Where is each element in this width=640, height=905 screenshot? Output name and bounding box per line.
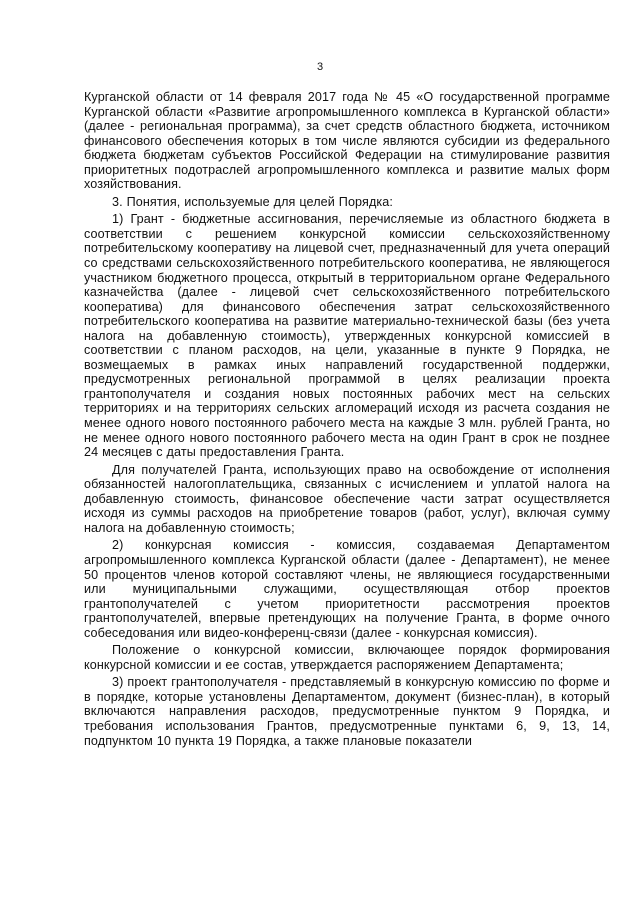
paragraph-grant-definition: 1) Грант - бюджетные ассигнования, перечисляемые из областного бюджета в соответствии с решением конкурсной комиссии сельскохозяйственному потребительскому кооперативу на лицевой счет, предназначенный для учета операций со средствами сельскохозяйственного потребительского кооператива, не являющегося участником бюджетного процесса, открытый в территориальном органе Федерального казначейства (далее - лицевой счет сельскохозяйственного потребительского кооператива) для финансового обеспечения затрат сельскохозяйственного потребительского кооператива на развитие материально-технической базы (без учета налога на добавленную стоимость), утвержденных конкурсной комиссией в соответствии с планом расходов, на цели, указанные в пункте 9 Порядка, не возмещаемых в рамках иных направлений государственной поддержки, предусмотренных региональной программой в целях реализации проекта грантополучателя и создания новых постоянных рабочих мест на сельских территориях и на территориях сельских агломераций исходя из расчета создания не менее одного нового постоянного рабочего места на каждые 3 млн. рублей Гранта, но не менее одного нового постоянного рабочего места на один Грант в срок не позднее 24 месяцев с даты предоставления Гранта. [84, 212, 610, 460]
paragraph-commission-regulation: Положение о конкурсной комиссии, включающее порядок формирования конкурсной комиссии и ее состав, утверждается распоряжением Департамента; [84, 643, 610, 672]
page-number: 3 [316, 61, 324, 73]
paragraph-commission-definition: 2) конкурсная комиссия - комиссия, создаваемая Департаментом агропромышленного комплекса Курганской области (далее - Департамент), не менее 50 процентов членов которой составляют члены, не являющиеся государственными или муниципальными служащими, осуществляющая отбор проектов грантополучателей с учетом приоритетности рассмотрения проектов грантополучателей, впервые претендующих на получение Гранта, в форме очного собеседования или видео-конференц-связи (далее - конкурсная комиссия). [84, 538, 610, 640]
paragraph-vat-exemption: Для получателей Гранта, использующих право на освобождение от исполнения обязанностей налогоплательщика, связанных с исчислением и уплатой налога на добавленную стоимость, финансовое обеспечение части затрат осуществляется исходя из суммы расходов на приобретение товаров (работ, услуг), включая сумму налога на добавленную стоимость; [84, 462, 610, 535]
paragraph-intro-continuation: Курганской области от 14 февраля 2017 года № 45 «О государственной программе Курганской области «Развитие агропромышленного комплекса в Курганской области» (далее - региональная программа), за счет средств областного бюджета, источником финансового обеспечения которых в том числе являются субсидии из федерального бюджета бюджетам субъектов Российской Федерации на стимулирование развития приоритетных подотраслей агропромышленного комплекса и развитие малых форм хозяйствования. [84, 90, 610, 192]
paragraph-project-definition: 3) проект грантополучателя - представляемый в конкурсную комиссию по форме и в порядке, которые установлены Департаментом, документ (бизнес-план), в который включаются направления расходов, предусмотренные пунктом 9 Порядка, и требования использования Грантов, предусмотренные пунктами 6, 9, 13, 14, подпунктом 10 пункта 19 Порядка, а также плановые показатели [84, 675, 610, 748]
paragraph-section-3-heading: 3. Понятия, используемые для целей Порядка: [112, 194, 393, 209]
document-body [84, 90, 610, 751]
